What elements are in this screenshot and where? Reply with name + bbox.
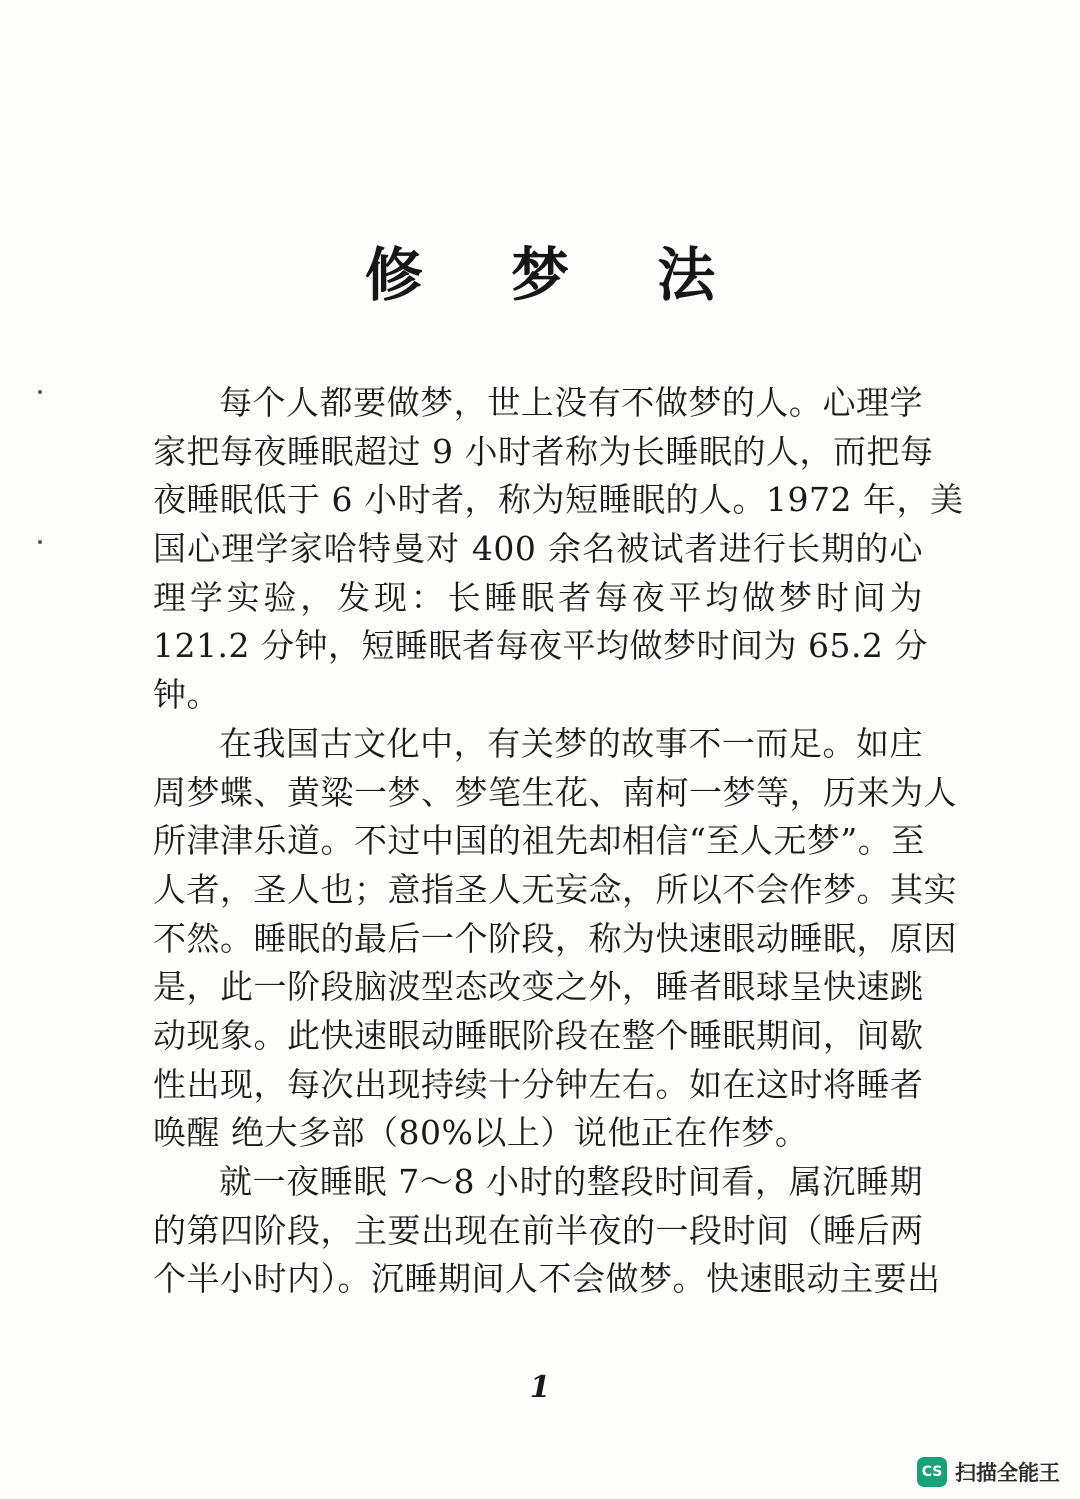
text-line: 是，此一阶段脑波型态改变之外，睡者眼球呈快速跳: [153, 967, 924, 1007]
scanner-watermark: [917, 1457, 1060, 1487]
text-line: 就一夜睡眠 7～8 小时的整段时间看，属沉睡期: [219, 1162, 923, 1201]
text-line: 周梦蝶、黄粱一梦、梦笔生花、南柯一梦等，历来为人: [153, 772, 957, 812]
text-line: 动现象。此快速眼动睡眠阶段在整个睡眠期间，间歇: [153, 1015, 924, 1055]
text-line: 121.2 分钟，短睡眠者每夜平均做梦时间为 65.2 分: [153, 626, 928, 666]
text-line: 理学实验，发现：长睡眠者每夜平均做梦时间为: [153, 577, 923, 617]
text-line: 夜睡眠低于 6 小时者，称为短睡眠的人。1972 年，美: [153, 480, 964, 520]
camscanner-logo-icon: CS: [917, 1457, 947, 1487]
text-line: 每个人都要做梦，世上没有不做梦的人。心理学: [219, 383, 923, 422]
text-line: 国心理学家哈特曼对 400 余名被试者进行长期的心: [153, 529, 923, 569]
text-line: 唤醒 绝大多部（80%以上）说他正在作梦。: [153, 1113, 809, 1153]
scan-speck: [38, 540, 42, 544]
watermark-app-name: 扫描全能王: [955, 1461, 1060, 1485]
body-text: [153, 379, 964, 1304]
text-line: 的第四阶段，主要出现在前半夜的一段时间（睡后两: [153, 1210, 924, 1250]
text-line: 家把每夜睡眠超过 9 小时者称为长睡眠的人，而把每: [153, 431, 934, 471]
scan-speck: [38, 390, 42, 394]
text-line: 性出现，每次出现持续十分钟左右。如在这时将睡者: [153, 1064, 924, 1104]
text-line: 所津津乐道。不过中国的祖先却相信“至人无梦”。至: [153, 821, 925, 861]
text-line: 个半小时内）。沉睡期间人不会做梦。快速眼动主要出: [153, 1259, 941, 1299]
text-line: 在我国古文化中，有关梦的故事不一而足。如庄: [219, 723, 923, 763]
page-title: 修 梦 法: [364, 241, 750, 309]
text-line: 不然。睡眠的最后一个阶段，称为快速眼动睡眠，原因: [153, 918, 957, 958]
text-line: 钟。: [153, 675, 220, 715]
text-line: 人者，圣人也；意指圣人无妄念，所以不会作梦。其实: [153, 869, 957, 909]
page-number: 1: [529, 1370, 551, 1405]
